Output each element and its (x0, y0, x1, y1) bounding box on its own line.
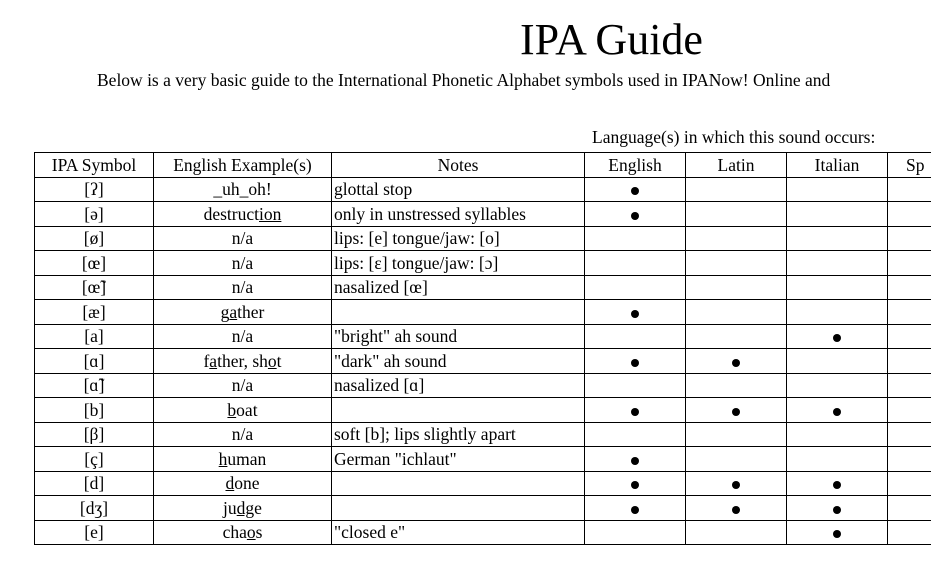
ipa-symbol-cell: [œ] (35, 251, 154, 276)
notes-cell: "closed e" (332, 520, 585, 545)
table-row (35, 202, 931, 227)
lang-cell-english (585, 373, 686, 398)
ipa-symbol-cell: [b] (35, 398, 154, 423)
ipa-symbol-cell: [β] (35, 422, 154, 447)
lang-cell-spanish (888, 520, 931, 545)
ipa-table-container (34, 152, 931, 582)
lang-cell-spanish (888, 177, 931, 202)
example-segment: cha (223, 522, 247, 542)
lang-cell-english (585, 422, 686, 447)
lang-cell-spanish (888, 496, 931, 521)
example-segment: n/a (232, 253, 253, 273)
occurs-dot-icon (732, 481, 740, 489)
ipa-symbol-cell: [a] (35, 324, 154, 349)
lang-cell-spanish (888, 447, 931, 472)
lang-cell-latin (686, 398, 787, 423)
occurs-dot-icon (833, 481, 841, 489)
occurs-dot-icon (631, 408, 639, 416)
lang-cell-latin (686, 373, 787, 398)
example-segment: one (234, 473, 259, 493)
occurs-dot-icon (631, 481, 639, 489)
ipa-symbol-cell: [ɑ̃] (35, 373, 154, 398)
lang-cell-english (585, 471, 686, 496)
lang-cell-spanish (888, 226, 931, 251)
lang-cell-english (585, 324, 686, 349)
example-segment: n/a (232, 375, 253, 395)
lang-cell-italian (787, 422, 888, 447)
ipa-symbol-cell: [ɑ] (35, 349, 154, 374)
notes-cell: German "ichlaut" (332, 447, 585, 472)
header-lang-italian: Italian (787, 153, 888, 178)
lang-cell-italian (787, 251, 888, 276)
lang-cell-italian (787, 202, 888, 227)
lang-cell-italian (787, 496, 888, 521)
english-example-cell (154, 447, 332, 472)
occurs-dot-icon (732, 408, 740, 416)
notes-cell: glottal stop (332, 177, 585, 202)
occurs-dot-icon (631, 359, 639, 367)
example-segment: n/a (232, 424, 253, 444)
english-example-cell (154, 226, 332, 251)
lang-cell-latin (686, 496, 787, 521)
occurs-dot-icon (833, 334, 841, 342)
lang-cell-spanish (888, 422, 931, 447)
example-underlined-segment: j (223, 498, 228, 518)
notes-cell (332, 398, 585, 423)
example-segment: oat (236, 400, 257, 420)
intro-text: Below is a very basic guide to the International Phonetic Alphabet symbols used in IPANow! Online and (97, 68, 830, 92)
lang-cell-latin (686, 226, 787, 251)
table-row (35, 422, 931, 447)
table-row (35, 496, 931, 521)
table-body (35, 177, 931, 545)
lang-cell-spanish (888, 349, 931, 374)
lang-cell-english (585, 496, 686, 521)
example-underlined-segment: a (209, 351, 217, 371)
notes-cell: lips: [ɛ] tongue/jaw: [ɔ] (332, 251, 585, 276)
table-row (35, 349, 931, 374)
ipa-symbol-cell: [ə] (35, 202, 154, 227)
example-underlined-segment: dg (237, 498, 255, 518)
occurs-dot-icon (631, 212, 639, 220)
example-segment: n/a (232, 228, 253, 248)
english-example-cell (154, 471, 332, 496)
notes-cell (332, 471, 585, 496)
lang-cell-latin (686, 471, 787, 496)
example-segment: ther, sh (217, 351, 268, 371)
example-segment: g (221, 302, 230, 322)
lang-cell-latin (686, 251, 787, 276)
occurs-dot-icon (732, 506, 740, 514)
english-example-cell (154, 496, 332, 521)
header-ipa-symbol: IPA Symbol (35, 153, 154, 178)
occurs-dot-icon (833, 530, 841, 538)
lang-cell-italian (787, 324, 888, 349)
english-example-cell (154, 251, 332, 276)
lang-cell-spanish (888, 471, 931, 496)
table-row (35, 373, 931, 398)
example-segment: uman (227, 449, 266, 469)
table-row (35, 300, 931, 325)
lang-cell-italian (787, 226, 888, 251)
english-example-cell (154, 177, 332, 202)
example-segment: e (254, 498, 262, 518)
occurs-dot-icon (631, 187, 639, 195)
lang-cell-spanish (888, 275, 931, 300)
lang-cell-spanish (888, 324, 931, 349)
lang-cell-latin (686, 349, 787, 374)
notes-cell: nasalized [ɑ] (332, 373, 585, 398)
lang-cell-english (585, 226, 686, 251)
example-segment: n/a (232, 326, 253, 346)
example-segment: ther (237, 302, 264, 322)
example-underlined-segment: d (225, 473, 234, 493)
header-lang-english: English (585, 153, 686, 178)
lang-cell-english (585, 520, 686, 545)
lang-cell-english (585, 177, 686, 202)
occurs-dot-icon (631, 506, 639, 514)
english-example-cell (154, 373, 332, 398)
example-underlined-segment: h (219, 449, 228, 469)
ipa-symbol-cell: [œ̃] (35, 275, 154, 300)
lang-cell-spanish (888, 202, 931, 227)
lang-cell-english (585, 251, 686, 276)
occurs-dot-icon (631, 310, 639, 318)
english-example-cell (154, 398, 332, 423)
ipa-symbol-cell: [ø] (35, 226, 154, 251)
english-example-cell (154, 275, 332, 300)
english-example-cell (154, 300, 332, 325)
ipa-table (34, 152, 931, 545)
ipa-symbol-cell: [ʔ] (35, 177, 154, 202)
lang-cell-latin (686, 300, 787, 325)
table-row (35, 520, 931, 545)
lang-cell-spanish (888, 398, 931, 423)
lang-cell-italian (787, 520, 888, 545)
notes-cell: "dark" ah sound (332, 349, 585, 374)
english-example-cell (154, 324, 332, 349)
notes-cell (332, 496, 585, 521)
example-underlined-segment: ion (259, 204, 281, 224)
lang-cell-latin (686, 177, 787, 202)
notes-cell (332, 300, 585, 325)
lang-cell-italian (787, 349, 888, 374)
lang-cell-english (585, 447, 686, 472)
example-segment: s (256, 522, 263, 542)
lang-cell-english (585, 275, 686, 300)
page-title: IPA Guide (520, 12, 703, 68)
table-header-row (35, 153, 931, 178)
lang-cell-italian (787, 398, 888, 423)
example-underlined-segment: o (268, 351, 277, 371)
example-underlined-segment: a (229, 302, 237, 322)
example-segment: _uh_oh! (213, 179, 271, 199)
lang-cell-italian (787, 471, 888, 496)
table-row (35, 226, 931, 251)
lang-cell-italian (787, 177, 888, 202)
lang-cell-latin (686, 422, 787, 447)
notes-cell: lips: [e] tongue/jaw: [o] (332, 226, 585, 251)
example-segment: destruct (204, 204, 259, 224)
example-underlined-segment: o (247, 522, 256, 542)
lang-cell-italian (787, 300, 888, 325)
lang-cell-english (585, 349, 686, 374)
languages-caption: Language(s) in which this sound occurs: (592, 124, 875, 150)
notes-cell: only in unstressed syllables (332, 202, 585, 227)
lang-cell-spanish (888, 373, 931, 398)
header-notes: Notes (332, 153, 585, 178)
table-row (35, 471, 931, 496)
lang-cell-latin (686, 520, 787, 545)
lang-cell-italian (787, 447, 888, 472)
table-row (35, 398, 931, 423)
occurs-dot-icon (732, 359, 740, 367)
lang-cell-latin (686, 447, 787, 472)
lang-cell-latin (686, 202, 787, 227)
lang-cell-italian (787, 373, 888, 398)
ipa-symbol-cell: [æ] (35, 300, 154, 325)
table-row (35, 177, 931, 202)
header-lang-spanish: Sp (888, 153, 931, 178)
lang-cell-italian (787, 275, 888, 300)
ipa-symbol-cell: [d] (35, 471, 154, 496)
english-example-cell (154, 202, 332, 227)
english-example-cell (154, 422, 332, 447)
table-row (35, 447, 931, 472)
lang-cell-english (585, 202, 686, 227)
table-row (35, 275, 931, 300)
header-lang-latin: Latin (686, 153, 787, 178)
ipa-symbol-cell: [ç] (35, 447, 154, 472)
example-segment: f (203, 351, 209, 371)
occurs-dot-icon (833, 408, 841, 416)
english-example-cell (154, 520, 332, 545)
ipa-symbol-cell: [e] (35, 520, 154, 545)
notes-cell: soft [b]; lips slightly apart (332, 422, 585, 447)
lang-cell-latin (686, 275, 787, 300)
lang-cell-spanish (888, 300, 931, 325)
header-english-example: English Example(s) (154, 153, 332, 178)
occurs-dot-icon (631, 457, 639, 465)
table-row (35, 251, 931, 276)
lang-cell-english (585, 398, 686, 423)
example-segment: t (277, 351, 282, 371)
ipa-symbol-cell: [dʒ] (35, 496, 154, 521)
lang-cell-spanish (888, 251, 931, 276)
example-segment: u (228, 498, 237, 518)
notes-cell: nasalized [œ] (332, 275, 585, 300)
lang-cell-english (585, 300, 686, 325)
example-underlined-segment: b (227, 400, 236, 420)
table-row (35, 324, 931, 349)
lang-cell-latin (686, 324, 787, 349)
english-example-cell (154, 349, 332, 374)
example-segment: n/a (232, 277, 253, 297)
notes-cell: "bright" ah sound (332, 324, 585, 349)
occurs-dot-icon (833, 506, 841, 514)
